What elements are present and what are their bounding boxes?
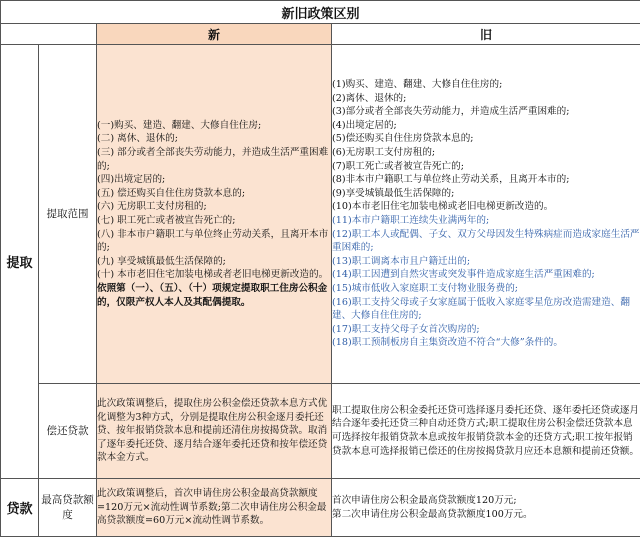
scope-new-item: (九) 享受城镇最低生活保障的;: [97, 255, 226, 267]
limit-old-cell: [332, 479, 640, 537]
scope-old-item-highlight: (16)职工支持父母或子女家庭属于低收入家庭零星危房改造需建造、翻建、大修自住住房的;: [332, 296, 630, 322]
scope-old-cell: [332, 45, 640, 384]
scope-old-item: (9)享受城镇最低生活保障的;: [332, 187, 455, 199]
category-loan: 贷款: [1, 479, 39, 537]
scope-new-item: (一)购买、建造、翻建、大修自住住房;: [97, 119, 262, 131]
scope-old-item-highlight: (14)职工因遭到自然灾害或突发事件造成家庭生活严重困难的;: [332, 269, 595, 281]
limit-new-cell: 此次政策调整后，首次申请住房公积金最高贷款额度=120万元×流动性调节系数;第二次申请住房公积金最高贷款额度=60万元×流动性调节系数。: [97, 479, 332, 537]
row-label-repay: 偿还贷款: [39, 384, 97, 479]
repay-old-cell: 职工提取住房公积金委托还贷可选择逐月委托还贷、逐年委托还贷或逐月结合逐年委托还贷三种自动还贷方式;职工提取住房公积金偿还贷款本息可选择按年报销贷款本息或按年报销贷款本金的还贷方式;职工按年报销贷款本息可选择报销已偿还的住房按揭贷款月应还本息额和提前还贷额。: [332, 384, 640, 479]
category-withdraw: 提取: [1, 45, 39, 479]
scope-new-item: (三) 部分或者全部丧失劳动能力，并造成生活严重困难的;: [97, 147, 329, 172]
header-empty-cell: [1, 24, 97, 45]
limit-old-line: 首次申请住房公积金最高贷款额度120万元;: [332, 494, 517, 506]
header-new: 新: [97, 24, 332, 45]
scope-old-item-highlight: (12)职工本人或配偶、子女、双方父母因发生特殊病症而造成家庭生活严重困难的;: [332, 228, 640, 254]
row-label-scope: 提取范围: [39, 45, 97, 384]
scope-new-item: (二) 离休、退休的;: [97, 133, 178, 145]
scope-old-item-highlight: (11)本市户籍职工连续失业满两年的;: [332, 215, 490, 226]
scope-old-item: (10)本市老旧住宅加装电梯或老旧电梯更新改造的。: [332, 201, 554, 213]
scope-old-item: (4)出境定居的;: [332, 119, 397, 131]
scope-old-item: (5)偿还购买自住住房贷款本息的;: [332, 133, 474, 145]
limit-old-line: 第二次申请住房公积金最高贷款额度100万元。: [332, 508, 533, 520]
scope-old-item-highlight: (13)职工调离本市且户籍迁出的;: [332, 255, 471, 267]
scope-old-item-highlight: (15)城市低收入家庭职工支付物业服务费的;: [332, 282, 519, 294]
scope-new-item: (十) 本市老旧住宅加装电梯或者老旧电梯更新改造的。: [97, 269, 329, 281]
row-label-limit: 最高贷款额度: [39, 479, 97, 537]
repay-new-cell: 此次政策调整后，提取住房公积金偿还贷款本息方式优化调整为3种方式，分别是提取住房公积金逐月委托还贷、按年报销贷款本息和提前还清住房按揭贷款。取消了逐年委托还贷、逐月结合逐年委托还贷和按年偿还贷款本金方式。: [97, 384, 332, 479]
table-title: 新旧政策区别: [1, 1, 640, 24]
scope-new-cell: [97, 45, 332, 384]
header-old: 旧: [332, 24, 640, 45]
scope-old-item-highlight: (18)职工预制板房自主集资改造不符合“大修”条件的。: [332, 337, 563, 349]
scope-old-item: (1)购买、建造、翻建、大修自住住房的;: [332, 79, 503, 91]
scope-new-item: (六) 无房职工支付房租的;: [97, 201, 207, 213]
scope-old-item: (3)部分或者全部丧失劳动能力，并造成生活严重困难的;: [332, 106, 570, 118]
scope-old-item: (7)职工死亡或者被宣告死亡的;: [332, 160, 464, 172]
scope-old-item: (6)无房职工支付房租的;: [332, 147, 436, 159]
scope-new-item: (八) 非本市户籍职工与单位终止劳动关系，且离开本市的;: [97, 228, 329, 254]
scope-old-item: (8)非本市户籍职工与单位终止劳动关系，且离开本市的;: [332, 174, 570, 186]
scope-new-note: 依照第（一）、（五）、（十）项规定提取职工住房公积金的，仅限产权人本人及其配偶提取。: [97, 282, 328, 308]
scope-new-item: (五) 偿还购买自住住房贷款本息的;: [97, 187, 246, 199]
scope-old-item-highlight: (17)职工支持父母子女首次购房的;: [332, 323, 480, 335]
scope-new-item: (四)出境定居的;: [97, 174, 166, 186]
scope-new-item: (七) 职工死亡或者被宣告死亡的;: [97, 215, 236, 226]
scope-old-item: (2)离休、退休的;: [332, 92, 407, 104]
